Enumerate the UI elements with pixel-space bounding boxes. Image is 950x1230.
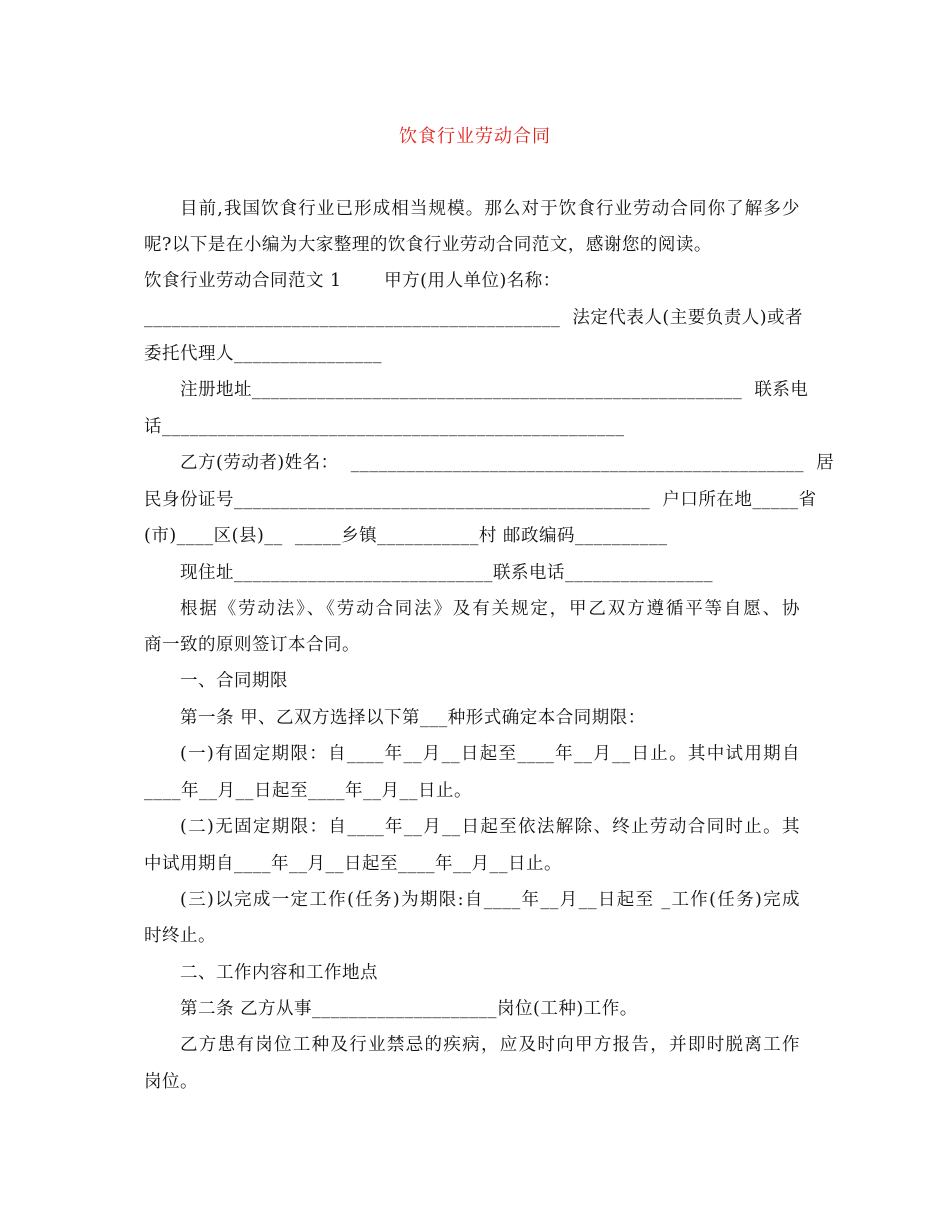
basis-line-2: 商一致的原则签订本合同。 [144, 635, 360, 655]
basis-line-1: 根据《劳动法》、《劳动合同法》及有关规定，甲乙双方遵循平等自愿、协 [180, 599, 800, 619]
id-number-line: 民身份证号_____________________________________________ 户口所在地_____省 [144, 490, 817, 510]
sample-heading-line: 饮食行业劳动合同范文 1 甲方(用人单位)名称： [144, 271, 561, 291]
phone-line: 话__________________________________________________ [144, 417, 625, 437]
open-term-line-2: 中试用期自____年__月__日起至____年__月__日止。 [144, 854, 562, 874]
address-line: 注册地址_____________________________________________________ 联系电 [180, 380, 809, 400]
task-term-line-1: (三)以完成一定工作(任务)为期限:自____年__月__日起至 _工作(任务)完成 [180, 890, 800, 910]
task-term-line-2: 时终止。 [144, 926, 216, 946]
document-title: 饮食行业劳动合同 [399, 126, 551, 147]
open-term-line-1: (二)无固定期限：自____年__月__日起至依法解除、终止劳动合同时止。其 [180, 817, 800, 837]
fixed-term-line-1: (一)有固定期限：自____年__月__日起至____年__月__日止。其中试用期自 [180, 744, 800, 764]
disease-line-2: 岗位。 [144, 1072, 198, 1092]
household-address-line: (市)____区(县)__ _____乡镇___________村 邮政编码__________ [144, 526, 668, 546]
disease-line-1: 乙方患有岗位工种及行业禁忌的疾病，应及时向甲方报告，并即时脱离工作 [180, 1035, 800, 1055]
intro-line-1: 目前,我国饮食行业已形成相当规模。那么对于饮食行业劳动合同你了解多少 [180, 199, 800, 219]
article-1-line: 第一条 甲、乙双方选择以下第___种形式确定本合同期限： [180, 708, 646, 728]
current-address-line: 现住址____________________________联系电话________________ [180, 563, 713, 583]
article-2-line: 第二条 乙方从事____________________岗位(工种)工作。 [180, 999, 638, 1019]
party-a-name-line: _____________________________________________ 法定代表人(主要负责人)或者 [144, 308, 804, 328]
section-2-heading: 二、工作内容和工作地点 [180, 963, 378, 983]
party-b-name-line: 乙方(劳动者)姓名： _________________________________________________ 居 [180, 453, 835, 473]
agent-line: 委托代理人________________ [144, 344, 382, 364]
fixed-term-line-2: ____年__月__日起至____年__月__日止。 [144, 781, 472, 801]
intro-line-2: 呢?以下是在小编为大家整理的饮食行业劳动合同范文，感谢您的阅读。 [144, 235, 712, 255]
section-1-heading: 一、合同期限 [180, 671, 288, 691]
